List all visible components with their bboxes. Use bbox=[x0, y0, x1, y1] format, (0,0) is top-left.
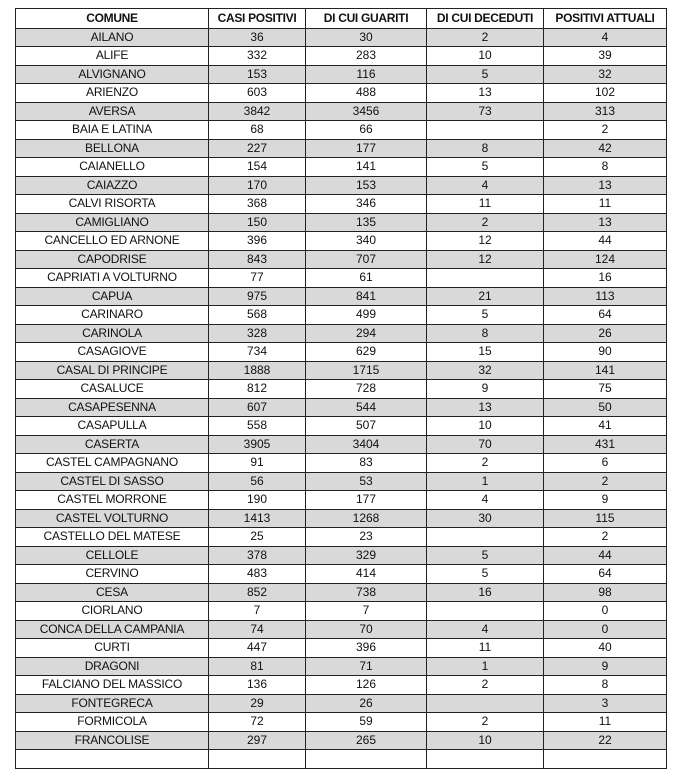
guariti-cell: 544 bbox=[306, 398, 427, 417]
positivi-attuali-cell: 11 bbox=[544, 195, 667, 214]
table-row bbox=[16, 324, 667, 343]
deceduti-cell: 12 bbox=[427, 232, 544, 251]
casi-positivi-cell: 74 bbox=[209, 620, 306, 639]
header-casi-positivi: CASI POSITIVI bbox=[209, 9, 306, 29]
comune-cell: CASAL DI PRINCIPE bbox=[16, 361, 209, 380]
deceduti-cell: 4 bbox=[427, 620, 544, 639]
positivi-attuali-cell: 16 bbox=[544, 269, 667, 288]
deceduti-cell: 9 bbox=[427, 380, 544, 399]
deceduti-cell: 5 bbox=[427, 158, 544, 177]
guariti-cell: 3456 bbox=[306, 102, 427, 121]
casi-positivi-cell: 558 bbox=[209, 417, 306, 436]
casi-positivi-cell: 227 bbox=[209, 139, 306, 158]
positivi-attuali-cell: 22 bbox=[544, 731, 667, 750]
casi-positivi-cell: 36 bbox=[209, 28, 306, 47]
table-row bbox=[16, 676, 667, 695]
positivi-attuali-cell: 115 bbox=[544, 509, 667, 528]
comune-cell: CARINOLA bbox=[16, 324, 209, 343]
guariti-cell: 61 bbox=[306, 269, 427, 288]
positivi-attuali-cell: 102 bbox=[544, 84, 667, 103]
positivi-attuali-cell: 2 bbox=[544, 121, 667, 140]
guariti-cell: 488 bbox=[306, 84, 427, 103]
casi-positivi-cell: 81 bbox=[209, 657, 306, 676]
positivi-attuali-cell: 9 bbox=[544, 491, 667, 510]
comune-cell: CASALUCE bbox=[16, 380, 209, 399]
guariti-cell: 7 bbox=[306, 602, 427, 621]
guariti-cell: 141 bbox=[306, 158, 427, 177]
table-row bbox=[16, 102, 667, 121]
comune-cell: CANCELLO ED ARNONE bbox=[16, 232, 209, 251]
deceduti-cell: 11 bbox=[427, 639, 544, 658]
guariti-cell: 707 bbox=[306, 250, 427, 269]
casi-positivi-cell: 1888 bbox=[209, 361, 306, 380]
guariti-cell: 499 bbox=[306, 306, 427, 325]
positivi-attuali-cell: 3 bbox=[544, 694, 667, 713]
guariti-cell: 507 bbox=[306, 417, 427, 436]
casi-positivi-cell: 396 bbox=[209, 232, 306, 251]
comune-cell: CASAGIOVE bbox=[16, 343, 209, 362]
casi-positivi-cell bbox=[209, 750, 306, 769]
positivi-attuali-cell: 98 bbox=[544, 583, 667, 602]
comune-cell: CESA bbox=[16, 583, 209, 602]
table-row bbox=[16, 620, 667, 639]
casi-positivi-cell: 483 bbox=[209, 565, 306, 584]
deceduti-cell: 21 bbox=[427, 287, 544, 306]
positivi-attuali-cell: 44 bbox=[544, 546, 667, 565]
table-row bbox=[16, 528, 667, 547]
guariti-cell: 53 bbox=[306, 472, 427, 491]
table-row bbox=[16, 380, 667, 399]
positivi-attuali-cell: 11 bbox=[544, 713, 667, 732]
table-row bbox=[16, 435, 667, 454]
comune-cell: CONCA DELLA CAMPANIA bbox=[16, 620, 209, 639]
comune-cell: BAIA E LATINA bbox=[16, 121, 209, 140]
header-row bbox=[16, 9, 667, 29]
table-row bbox=[16, 361, 667, 380]
positivi-attuali-cell: 90 bbox=[544, 343, 667, 362]
deceduti-cell: 5 bbox=[427, 546, 544, 565]
comune-cell: CAPODRISE bbox=[16, 250, 209, 269]
guariti-cell: 23 bbox=[306, 528, 427, 547]
casi-positivi-cell: 607 bbox=[209, 398, 306, 417]
deceduti-cell: 8 bbox=[427, 324, 544, 343]
positivi-attuali-cell: 0 bbox=[544, 620, 667, 639]
table-row bbox=[16, 269, 667, 288]
comune-cell: CASTEL DI SASSO bbox=[16, 472, 209, 491]
comune-cell: CASTEL MORRONE bbox=[16, 491, 209, 510]
guariti-cell: 329 bbox=[306, 546, 427, 565]
table-row bbox=[16, 639, 667, 658]
deceduti-cell: 32 bbox=[427, 361, 544, 380]
positivi-attuali-cell: 8 bbox=[544, 158, 667, 177]
deceduti-cell: 4 bbox=[427, 176, 544, 195]
guariti-cell: 283 bbox=[306, 47, 427, 66]
guariti-cell: 841 bbox=[306, 287, 427, 306]
positivi-attuali-cell: 124 bbox=[544, 250, 667, 269]
guariti-cell: 30 bbox=[306, 28, 427, 47]
deceduti-cell: 30 bbox=[427, 509, 544, 528]
guariti-cell: 153 bbox=[306, 176, 427, 195]
table-row bbox=[16, 398, 667, 417]
guariti-cell: 1715 bbox=[306, 361, 427, 380]
positivi-attuali-cell: 41 bbox=[544, 417, 667, 436]
comune-cell: AILANO bbox=[16, 28, 209, 47]
table-row bbox=[16, 232, 667, 251]
casi-positivi-cell: 77 bbox=[209, 269, 306, 288]
comune-cell: CASTELLO DEL MATESE bbox=[16, 528, 209, 547]
table-row bbox=[16, 287, 667, 306]
deceduti-cell: 12 bbox=[427, 250, 544, 269]
guariti-cell: 59 bbox=[306, 713, 427, 732]
comune-cell: BELLONA bbox=[16, 139, 209, 158]
table-body bbox=[16, 28, 667, 768]
casi-positivi-cell: 852 bbox=[209, 583, 306, 602]
table-row bbox=[16, 47, 667, 66]
table-row bbox=[16, 602, 667, 621]
positivi-attuali-cell: 50 bbox=[544, 398, 667, 417]
comune-cell: FORMICOLA bbox=[16, 713, 209, 732]
positivi-attuali-cell: 44 bbox=[544, 232, 667, 251]
deceduti-cell: 16 bbox=[427, 583, 544, 602]
table-row bbox=[16, 657, 667, 676]
deceduti-cell: 2 bbox=[427, 28, 544, 47]
table-row bbox=[16, 454, 667, 473]
positivi-attuali-cell: 0 bbox=[544, 602, 667, 621]
casi-positivi-cell: 1413 bbox=[209, 509, 306, 528]
casi-positivi-cell: 603 bbox=[209, 84, 306, 103]
table-row bbox=[16, 472, 667, 491]
table-row bbox=[16, 84, 667, 103]
deceduti-cell bbox=[427, 602, 544, 621]
table-row bbox=[16, 731, 667, 750]
casi-positivi-cell: 975 bbox=[209, 287, 306, 306]
positivi-attuali-cell: 9 bbox=[544, 657, 667, 676]
table-row bbox=[16, 565, 667, 584]
positivi-attuali-cell: 113 bbox=[544, 287, 667, 306]
casi-positivi-cell: 170 bbox=[209, 176, 306, 195]
comune-cell: CAPUA bbox=[16, 287, 209, 306]
positivi-attuali-cell: 75 bbox=[544, 380, 667, 399]
positivi-attuali-cell: 431 bbox=[544, 435, 667, 454]
guariti-cell: 177 bbox=[306, 491, 427, 510]
casi-positivi-cell: 3905 bbox=[209, 435, 306, 454]
comune-cell: CASERTA bbox=[16, 435, 209, 454]
positivi-attuali-cell: 64 bbox=[544, 565, 667, 584]
positivi-attuali-cell: 64 bbox=[544, 306, 667, 325]
deceduti-cell bbox=[427, 528, 544, 547]
comune-cell: CURTI bbox=[16, 639, 209, 658]
deceduti-cell: 13 bbox=[427, 84, 544, 103]
table-row bbox=[16, 158, 667, 177]
guariti-cell: 396 bbox=[306, 639, 427, 658]
guariti-cell: 177 bbox=[306, 139, 427, 158]
deceduti-cell bbox=[427, 269, 544, 288]
comune-cell: CAIANELLO bbox=[16, 158, 209, 177]
casi-positivi-cell: 7 bbox=[209, 602, 306, 621]
deceduti-cell bbox=[427, 750, 544, 769]
header-guariti: DI CUI GUARITI bbox=[306, 9, 427, 29]
positivi-attuali-cell: 40 bbox=[544, 639, 667, 658]
casi-positivi-cell: 91 bbox=[209, 454, 306, 473]
guariti-cell: 3404 bbox=[306, 435, 427, 454]
positivi-attuali-cell: 6 bbox=[544, 454, 667, 473]
comune-cell: CAPRIATI A VOLTURNO bbox=[16, 269, 209, 288]
guariti-cell: 738 bbox=[306, 583, 427, 602]
comune-cell: CASAPULLA bbox=[16, 417, 209, 436]
table-row bbox=[16, 250, 667, 269]
deceduti-cell: 5 bbox=[427, 306, 544, 325]
table-row bbox=[16, 195, 667, 214]
guariti-cell: 728 bbox=[306, 380, 427, 399]
comune-cell: CAMIGLIANO bbox=[16, 213, 209, 232]
deceduti-cell: 10 bbox=[427, 731, 544, 750]
comune-cell: FALCIANO DEL MASSICO bbox=[16, 676, 209, 695]
table-row bbox=[16, 546, 667, 565]
deceduti-cell: 2 bbox=[427, 454, 544, 473]
casi-positivi-cell: 332 bbox=[209, 47, 306, 66]
guariti-cell: 66 bbox=[306, 121, 427, 140]
comune-cell: FONTEGRECA bbox=[16, 694, 209, 713]
deceduti-cell: 10 bbox=[427, 47, 544, 66]
positivi-attuali-cell: 2 bbox=[544, 528, 667, 547]
guariti-cell: 71 bbox=[306, 657, 427, 676]
deceduti-cell bbox=[427, 121, 544, 140]
casi-positivi-cell: 447 bbox=[209, 639, 306, 658]
deceduti-cell: 13 bbox=[427, 398, 544, 417]
table-row bbox=[16, 509, 667, 528]
positivi-attuali-cell: 2 bbox=[544, 472, 667, 491]
comune-cell: AVERSA bbox=[16, 102, 209, 121]
casi-positivi-cell: 56 bbox=[209, 472, 306, 491]
positivi-attuali-cell bbox=[544, 750, 667, 769]
covid-cases-table bbox=[15, 8, 667, 769]
guariti-cell: 126 bbox=[306, 676, 427, 695]
casi-positivi-cell: 734 bbox=[209, 343, 306, 362]
table-row bbox=[16, 176, 667, 195]
table-row bbox=[16, 583, 667, 602]
positivi-attuali-cell: 32 bbox=[544, 65, 667, 84]
deceduti-cell: 11 bbox=[427, 195, 544, 214]
casi-positivi-cell: 378 bbox=[209, 546, 306, 565]
positivi-attuali-cell: 141 bbox=[544, 361, 667, 380]
deceduti-cell: 73 bbox=[427, 102, 544, 121]
casi-positivi-cell: 368 bbox=[209, 195, 306, 214]
guariti-cell bbox=[306, 750, 427, 769]
comune-cell: DRAGONI bbox=[16, 657, 209, 676]
comune-cell: CASAPESENNA bbox=[16, 398, 209, 417]
table-row bbox=[16, 713, 667, 732]
table-row bbox=[16, 491, 667, 510]
positivi-attuali-cell: 13 bbox=[544, 213, 667, 232]
casi-positivi-cell: 154 bbox=[209, 158, 306, 177]
deceduti-cell: 15 bbox=[427, 343, 544, 362]
guariti-cell: 26 bbox=[306, 694, 427, 713]
table-row bbox=[16, 417, 667, 436]
casi-positivi-cell: 190 bbox=[209, 491, 306, 510]
guariti-cell: 294 bbox=[306, 324, 427, 343]
header-comune: COMUNE bbox=[16, 9, 209, 29]
casi-positivi-cell: 136 bbox=[209, 676, 306, 695]
deceduti-cell: 2 bbox=[427, 213, 544, 232]
casi-positivi-cell: 843 bbox=[209, 250, 306, 269]
comune-cell: CASTEL VOLTURNO bbox=[16, 509, 209, 528]
header-positivi-attuali: POSITIVI ATTUALI bbox=[544, 9, 667, 29]
comune-cell: ALVIGNANO bbox=[16, 65, 209, 84]
guariti-cell: 265 bbox=[306, 731, 427, 750]
table-row bbox=[16, 139, 667, 158]
guariti-cell: 414 bbox=[306, 565, 427, 584]
casi-positivi-cell: 3842 bbox=[209, 102, 306, 121]
casi-positivi-cell: 328 bbox=[209, 324, 306, 343]
casi-positivi-cell: 568 bbox=[209, 306, 306, 325]
deceduti-cell: 5 bbox=[427, 565, 544, 584]
positivi-attuali-cell: 8 bbox=[544, 676, 667, 695]
table-row bbox=[16, 694, 667, 713]
deceduti-cell: 70 bbox=[427, 435, 544, 454]
guariti-cell: 116 bbox=[306, 65, 427, 84]
comune-cell: CALVI RISORTA bbox=[16, 195, 209, 214]
guariti-cell: 70 bbox=[306, 620, 427, 639]
casi-positivi-cell: 72 bbox=[209, 713, 306, 732]
comune-cell: CARINARO bbox=[16, 306, 209, 325]
positivi-attuali-cell: 13 bbox=[544, 176, 667, 195]
table-row bbox=[16, 121, 667, 140]
comune-cell: CASTEL CAMPAGNANO bbox=[16, 454, 209, 473]
table-row bbox=[16, 28, 667, 47]
guariti-cell: 340 bbox=[306, 232, 427, 251]
positivi-attuali-cell: 313 bbox=[544, 102, 667, 121]
deceduti-cell: 10 bbox=[427, 417, 544, 436]
positivi-attuali-cell: 39 bbox=[544, 47, 667, 66]
guariti-cell: 1268 bbox=[306, 509, 427, 528]
table-row bbox=[16, 213, 667, 232]
comune-cell: ARIENZO bbox=[16, 84, 209, 103]
deceduti-cell: 1 bbox=[427, 657, 544, 676]
deceduti-cell bbox=[427, 694, 544, 713]
deceduti-cell: 4 bbox=[427, 491, 544, 510]
casi-positivi-cell: 297 bbox=[209, 731, 306, 750]
comune-cell bbox=[16, 750, 209, 769]
comune-cell: ALIFE bbox=[16, 47, 209, 66]
deceduti-cell: 1 bbox=[427, 472, 544, 491]
comune-cell: CAIAZZO bbox=[16, 176, 209, 195]
comune-cell: FRANCOLISE bbox=[16, 731, 209, 750]
positivi-attuali-cell: 4 bbox=[544, 28, 667, 47]
guariti-cell: 135 bbox=[306, 213, 427, 232]
guariti-cell: 629 bbox=[306, 343, 427, 362]
guariti-cell: 346 bbox=[306, 195, 427, 214]
casi-positivi-cell: 25 bbox=[209, 528, 306, 547]
table-row bbox=[16, 65, 667, 84]
table-row bbox=[16, 343, 667, 362]
casi-positivi-cell: 153 bbox=[209, 65, 306, 84]
casi-positivi-cell: 68 bbox=[209, 121, 306, 140]
casi-positivi-cell: 812 bbox=[209, 380, 306, 399]
comune-cell: CERVINO bbox=[16, 565, 209, 584]
table-row bbox=[16, 306, 667, 325]
positivi-attuali-cell: 42 bbox=[544, 139, 667, 158]
deceduti-cell: 8 bbox=[427, 139, 544, 158]
table-row-cutoff bbox=[16, 750, 667, 769]
comune-cell: CELLOLE bbox=[16, 546, 209, 565]
positivi-attuali-cell: 26 bbox=[544, 324, 667, 343]
guariti-cell: 83 bbox=[306, 454, 427, 473]
deceduti-cell: 2 bbox=[427, 713, 544, 732]
header-deceduti: DI CUI DECEDUTI bbox=[427, 9, 544, 29]
casi-positivi-cell: 150 bbox=[209, 213, 306, 232]
comune-cell: CIORLANO bbox=[16, 602, 209, 621]
deceduti-cell: 2 bbox=[427, 676, 544, 695]
casi-positivi-cell: 29 bbox=[209, 694, 306, 713]
deceduti-cell: 5 bbox=[427, 65, 544, 84]
